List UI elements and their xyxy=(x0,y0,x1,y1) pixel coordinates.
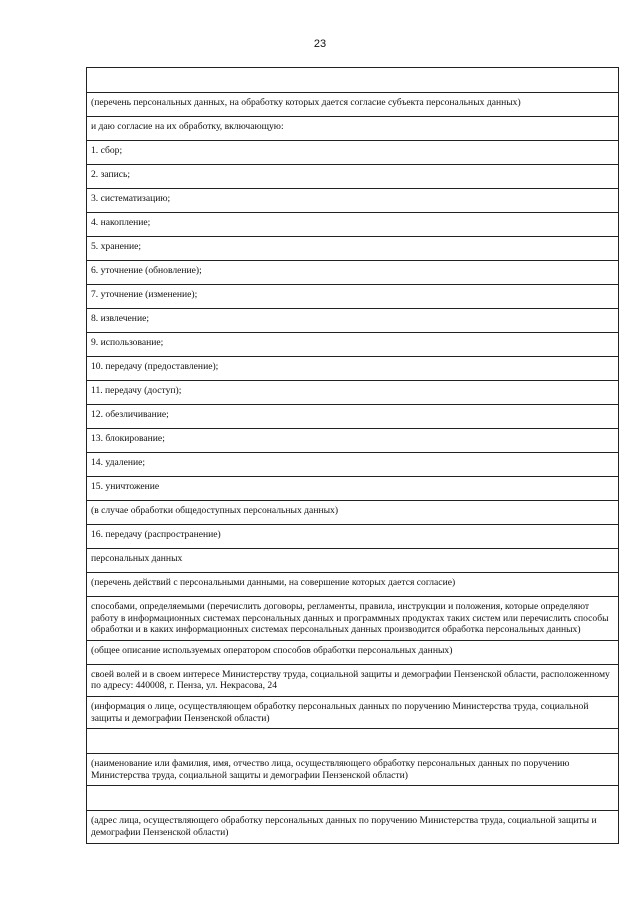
action-item: 2. запись; xyxy=(87,165,619,189)
action-item: 11. передачу (доступ); xyxy=(87,381,619,405)
action-item: 14. удаление; xyxy=(87,453,619,477)
form-row: способами, определяемыми (перечислить договоры, регламенты, правила, инструкции и положения, которые определяют работу в информационных системах персональных данных и программных продуктах таких систем или перечислить способы обработки и в каких информационных системах персональных данных производится обработка персональных данных) xyxy=(87,597,619,641)
form-row: (перечень действий с персональными данными, на совершение которых дается согласие) xyxy=(87,573,619,597)
action-item: 3. систематизацию; xyxy=(87,189,619,213)
page-number: 23 xyxy=(313,38,327,50)
action-item: 12. обезличивание; xyxy=(87,405,619,429)
action-item: 10. передачу (предоставление); xyxy=(87,357,619,381)
action-item: 1. сбор; xyxy=(87,141,619,165)
form-row: (перечень персональных данных, на обработку которых дается согласие субъекта персональных данных) xyxy=(87,93,619,117)
form-row: персональных данных xyxy=(87,549,619,573)
form-row: (наименование или фамилия, имя, отчество лица, осуществляющего обработку персональных данных по поручению Министерства труда, социальной защиты и демографии Пензенской области) xyxy=(87,754,619,786)
form-row: (в случае обработки общедоступных персональных данных) xyxy=(87,501,619,525)
form-row: и даю согласие на их обработку, включающую: xyxy=(87,117,619,141)
form-row: своей волей и в своем интересе Министерству труда, социальной защиты и демографии Пензенской области, расположенному по адресу: 440008, г. Пенза, ул. Некрасова, 24 xyxy=(87,664,619,696)
action-item: 9. использование; xyxy=(87,333,619,357)
form-row: (информация о лице, осуществляющем обработку персональных данных по поручению Министерства труда, социальной защиты и демографии Пензенской области) xyxy=(87,696,619,728)
blank-field xyxy=(87,786,619,811)
action-item: 13. блокирование; xyxy=(87,429,619,453)
blank-field xyxy=(87,729,619,754)
consent-form-table xyxy=(86,67,619,844)
action-item: 5. хранение; xyxy=(87,237,619,261)
form-row: (общее описание используемых оператором способов обработки персональных данных) xyxy=(87,640,619,664)
form-row: (адрес лица, осуществляющего обработку персональных данных по поручению Министерства труда, социальной защиты и демографии Пензенской области) xyxy=(87,811,619,843)
action-item: 16. передачу (распространение) xyxy=(87,525,619,549)
blank-field xyxy=(87,68,619,93)
action-item: 4. накопление; xyxy=(87,213,619,237)
action-item: 15. уничтожение xyxy=(87,477,619,501)
action-item: 8. извлечение; xyxy=(87,309,619,333)
action-item: 7. уточнение (изменение); xyxy=(87,285,619,309)
action-item: 6. уточнение (обновление); xyxy=(87,261,619,285)
